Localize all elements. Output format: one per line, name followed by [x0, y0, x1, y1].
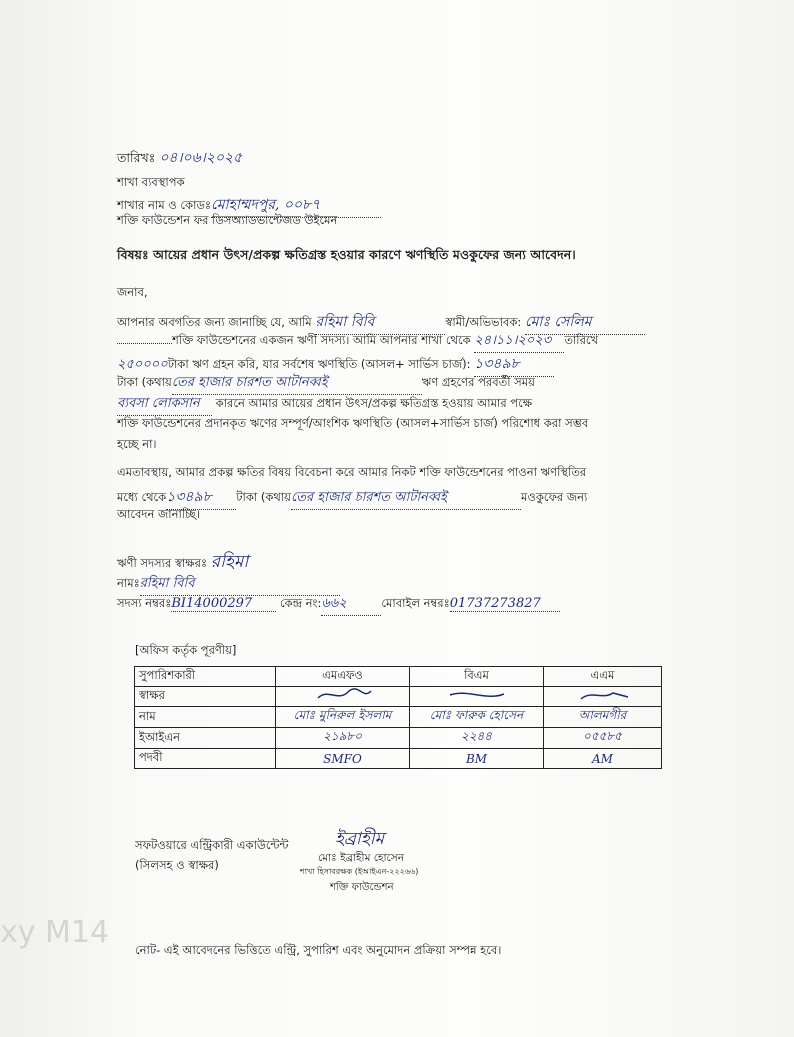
- table-cell: ০৫৫৮৫: [544, 728, 662, 749]
- para2-line1: এমতাবস্থায়, আমার প্রকল্প ক্ষতির বিষয় বিবেচনা করে আমার নিকট শক্তি ফাউন্ডেশনের পাওনা ঋণস্থিতির: [117, 465, 587, 479]
- balance-handwritten: ১৩৪৯৮: [474, 352, 554, 377]
- member-number-value: BI14000297: [171, 596, 276, 612]
- member-name-handwritten: রহিমা বিবি: [315, 310, 445, 335]
- reason-handwritten: ব্যবসা লোকসান: [117, 394, 212, 416]
- branch-value: মোহাম্মদপুর, ০০৮৭: [211, 193, 381, 218]
- footer-note: নোট- এই আবেদনের ভিত্তিতে এন্ট্রি, সুপারিশ এবং অনুমোদন প্রক্রিয়া সম্পন্ন হবে।: [135, 943, 502, 957]
- table-cell: ২১৯৮০: [276, 728, 410, 749]
- member-number-line: [117, 594, 560, 616]
- center-number-label: কেন্দ্র নং:: [279, 596, 322, 610]
- member-name-label: নামঃ: [117, 576, 140, 590]
- accountant-signature: ইব্রাহীম: [335, 829, 385, 849]
- header-cell: সুপারিশকারী: [135, 667, 276, 687]
- waiver-amount-handwritten: ১৩৪৯৮: [166, 485, 236, 510]
- table-row: [135, 707, 662, 728]
- loan-amount-handwritten: ২৫০০০০: [117, 357, 168, 372]
- para1-line6: শক্তি ফাউন্ডেশনের প্রদানকৃত ঋণের সম্পূর্ণ/আংশিক ঋণস্থিতি (আসল+সার্ভিস চার্জ) পরিশোধ করা সম্ভব: [117, 416, 589, 430]
- scribble-signature-icon: [573, 688, 633, 702]
- member-name-value: রহিমা বিবি: [140, 574, 340, 596]
- para1-line4: [117, 373, 535, 395]
- member-name-line: [117, 574, 340, 596]
- table-cell: AM: [544, 749, 662, 769]
- center-number-value: ৬৬২: [321, 594, 381, 616]
- para1-text-7: ঋণ গ্রহণের পরবর্তী সময়: [421, 375, 535, 389]
- loan-date-handwritten: ২৪।১১।২০২৩: [474, 331, 564, 353]
- date-label: তারিখঃ: [117, 150, 156, 165]
- para1-line7: হচ্ছে না।: [117, 437, 157, 451]
- table-cell: SMFO: [276, 749, 410, 769]
- header-cell: এএম: [544, 667, 662, 687]
- table-row: [135, 749, 662, 769]
- table-cell: মোঃ ফারুক হোসেন: [410, 707, 544, 728]
- scribble-signature-icon: [313, 688, 373, 702]
- row-label: স্বাক্ষর: [135, 687, 276, 707]
- header-cell: এমএফও: [276, 667, 410, 687]
- signature-cell: [410, 687, 544, 707]
- addressee-line: শাখা ব্যবস্থাপক: [117, 175, 185, 189]
- accountant-seal-note: (সিলসহ ও স্বাক্ষর): [135, 858, 219, 872]
- scribble-signature-icon: [447, 688, 507, 702]
- para2-text-4: মওকুফের জন্য: [520, 490, 588, 504]
- office-section-label: [অফিস কর্তৃক পূরণীয়]: [135, 643, 237, 657]
- member-signature: রহিমা: [210, 552, 249, 572]
- row-label: নাম: [135, 707, 276, 728]
- para2-text-2: মধ্যে থেকে: [117, 490, 167, 504]
- table-cell: মোঃ মুনিরুল ইসলাম: [276, 707, 410, 728]
- subject-line: বিষয়ঃ আয়ের প্রধান উৎস/প্রকল্প ক্ষতিগ্রস্ত হওয়ার কারণে ঋণস্থিতি মওকুফের জন্য আবেদন।: [117, 247, 576, 262]
- waiver-words-handwritten: তের হাজার চারশত আটানব্বই: [291, 488, 521, 510]
- table-cell: আলমগীর: [544, 707, 662, 728]
- table-row: [135, 687, 662, 707]
- organization-line: শক্তি ফাউন্ডেশন ফর ডিসঅ্যাডভান্টেজড উইমেন: [117, 213, 338, 227]
- office-table: [134, 666, 662, 769]
- row-label: পদবী: [135, 749, 276, 769]
- para1-text-5: টাকা ঋণ গ্রহন করি, যার সর্বশেষ ঋণস্থিতি (আসল+ সার্ভিস চার্জ):: [167, 357, 471, 371]
- mobile-number-value: 01737273827: [450, 596, 560, 612]
- salutation: জনাব,: [117, 285, 148, 299]
- header-cell: বিএম: [410, 667, 544, 687]
- para1-text-4: তারিখে: [564, 333, 599, 347]
- seal-organization: শক্তি ফাউন্ডেশন: [330, 882, 394, 893]
- para1-text-1: আপনার অবগতির জন্য জানাচ্ছি যে, আমি: [117, 315, 312, 329]
- para1-line5: [117, 394, 532, 416]
- para1-text-8: কারনে আমার আয়ের প্রধান উৎস/প্রকল্প ক্ষতিগ্রস্ত হওয়ায় আমার পক্ষে: [215, 396, 533, 410]
- seal-name: মোঃ ইব্রাহীম হোসেন: [318, 852, 404, 864]
- para2-text-3: টাকা (কথায়: [236, 490, 291, 504]
- seal-designation: শাখা হিসাবরক্ষক (ইআইএন-২২২৬৬): [300, 867, 419, 876]
- para1-text-6: টাকা (কথায়: [117, 375, 172, 389]
- table-row: [135, 728, 662, 749]
- para1-text-2: স্বামী/অভিভাবক:: [445, 315, 522, 329]
- date-value: ০৪।০৬।২০২৫: [159, 150, 243, 166]
- row-label: ইআইএন: [135, 728, 276, 749]
- para1-line2: [117, 331, 598, 353]
- member-number-label: সদস্য নম্বরঃ: [117, 596, 172, 610]
- mobile-number-label: মোবাইল নম্বরঃ: [381, 596, 450, 610]
- para1-text-3: শক্তি ফাউন্ডেশনের একজন ঋণী সদস্য। আমি আপনার শাখা থেকে: [172, 333, 471, 347]
- date-line: [117, 146, 242, 170]
- camera-watermark: xy M14: [0, 915, 110, 950]
- office-table-header: [135, 667, 662, 687]
- signature-cell: [544, 687, 662, 707]
- member-signature-line: [117, 549, 248, 577]
- balance-words-handwritten: তের হাজার চারশত আটানব্বই: [172, 373, 422, 395]
- branch-label: শাখার নাম ও কোডঃ: [117, 198, 212, 212]
- signature-cell: [276, 687, 410, 707]
- table-cell: BM: [410, 749, 544, 769]
- member-signature-label: ঋণী সদস্যর স্বাক্ষরঃ: [117, 556, 208, 570]
- accountant-label: সফটওয়ারে এন্ট্রিকারী একাউন্টেন্ট: [135, 838, 289, 852]
- para2-line3: আবেদন জানাচ্ছি।: [117, 507, 201, 521]
- table-cell: ২২৪৪: [410, 728, 544, 749]
- guardian-name-handwritten: মোঃ সেলিম: [525, 310, 645, 335]
